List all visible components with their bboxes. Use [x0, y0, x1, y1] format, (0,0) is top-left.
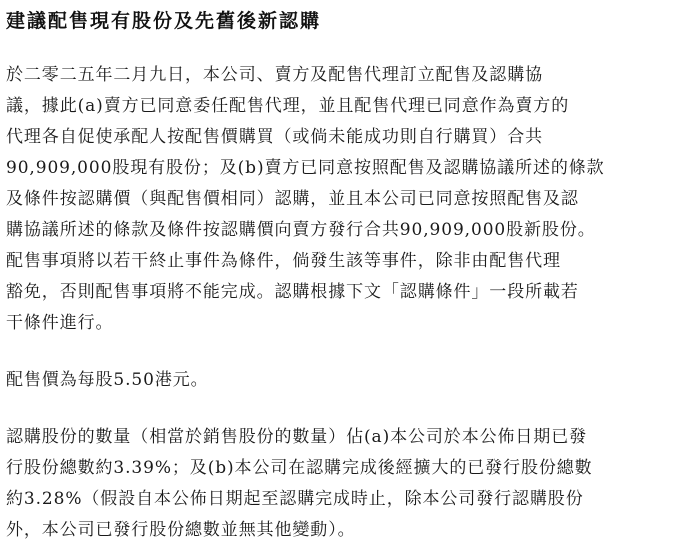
document-body — [6, 0, 694, 546]
paragraph-line: 認購股份的數量（相當於銷售股份的數量）佔(a)本公司於本公佈日期已發 — [6, 427, 587, 447]
paragraph-line: 干條件進行。 — [6, 313, 114, 333]
paragraph-line: 配售事項將以若干終止事件為條件，倘發生該等事件，除非由配售代理 — [6, 251, 561, 271]
paragraph-line: 外，本公司已發行股份總數並無其他變動）。 — [6, 520, 356, 540]
paragraph-line: 代理各自促使承配人按配售價購買（或倘未能成功則自行購買）合共 — [6, 127, 543, 147]
section-heading: 建議配售現有股份及先舊後新認購 — [6, 10, 322, 32]
paragraph-line: 及條件按認購價（與配售價相同）認購，並且本公司已同意按照配售及認 — [6, 189, 579, 209]
paragraph-line: 約3.28%（假設自本公佈日期起至認購完成時止，除本公司發行認購股份 — [6, 489, 584, 509]
paragraph-subscription-shares — [6, 422, 694, 546]
paragraph-line: 行股份總數約3.39%；及(b)本公司在認購完成後經擴大的已發行股份總數 — [6, 458, 593, 478]
paragraph-line: 豁免，否則配售事項將不能完成。認購根據下文「認購條件」一段所載若 — [6, 282, 579, 302]
paragraph-placing-price — [6, 365, 694, 396]
paragraph-line: 議，據此(a)賣方已同意委任配售代理，並且配售代理已同意作為賣方的 — [6, 96, 570, 116]
paragraph-line: 90,909,000股現有股份；及(b)賣方已同意按照配售及認購協議所述的條款 — [6, 158, 605, 178]
paragraph-line: 購協議所述的條款及條件按認購價向賣方發行合共90,909,000股新股份。 — [6, 220, 596, 240]
paragraph-line: 於二零二五年二月九日，本公司、賣方及配售代理訂立配售及認購協 — [6, 65, 543, 85]
paragraph-agreement — [6, 60, 694, 339]
paragraph-line: 配售價為每股5.50港元。 — [6, 370, 209, 390]
